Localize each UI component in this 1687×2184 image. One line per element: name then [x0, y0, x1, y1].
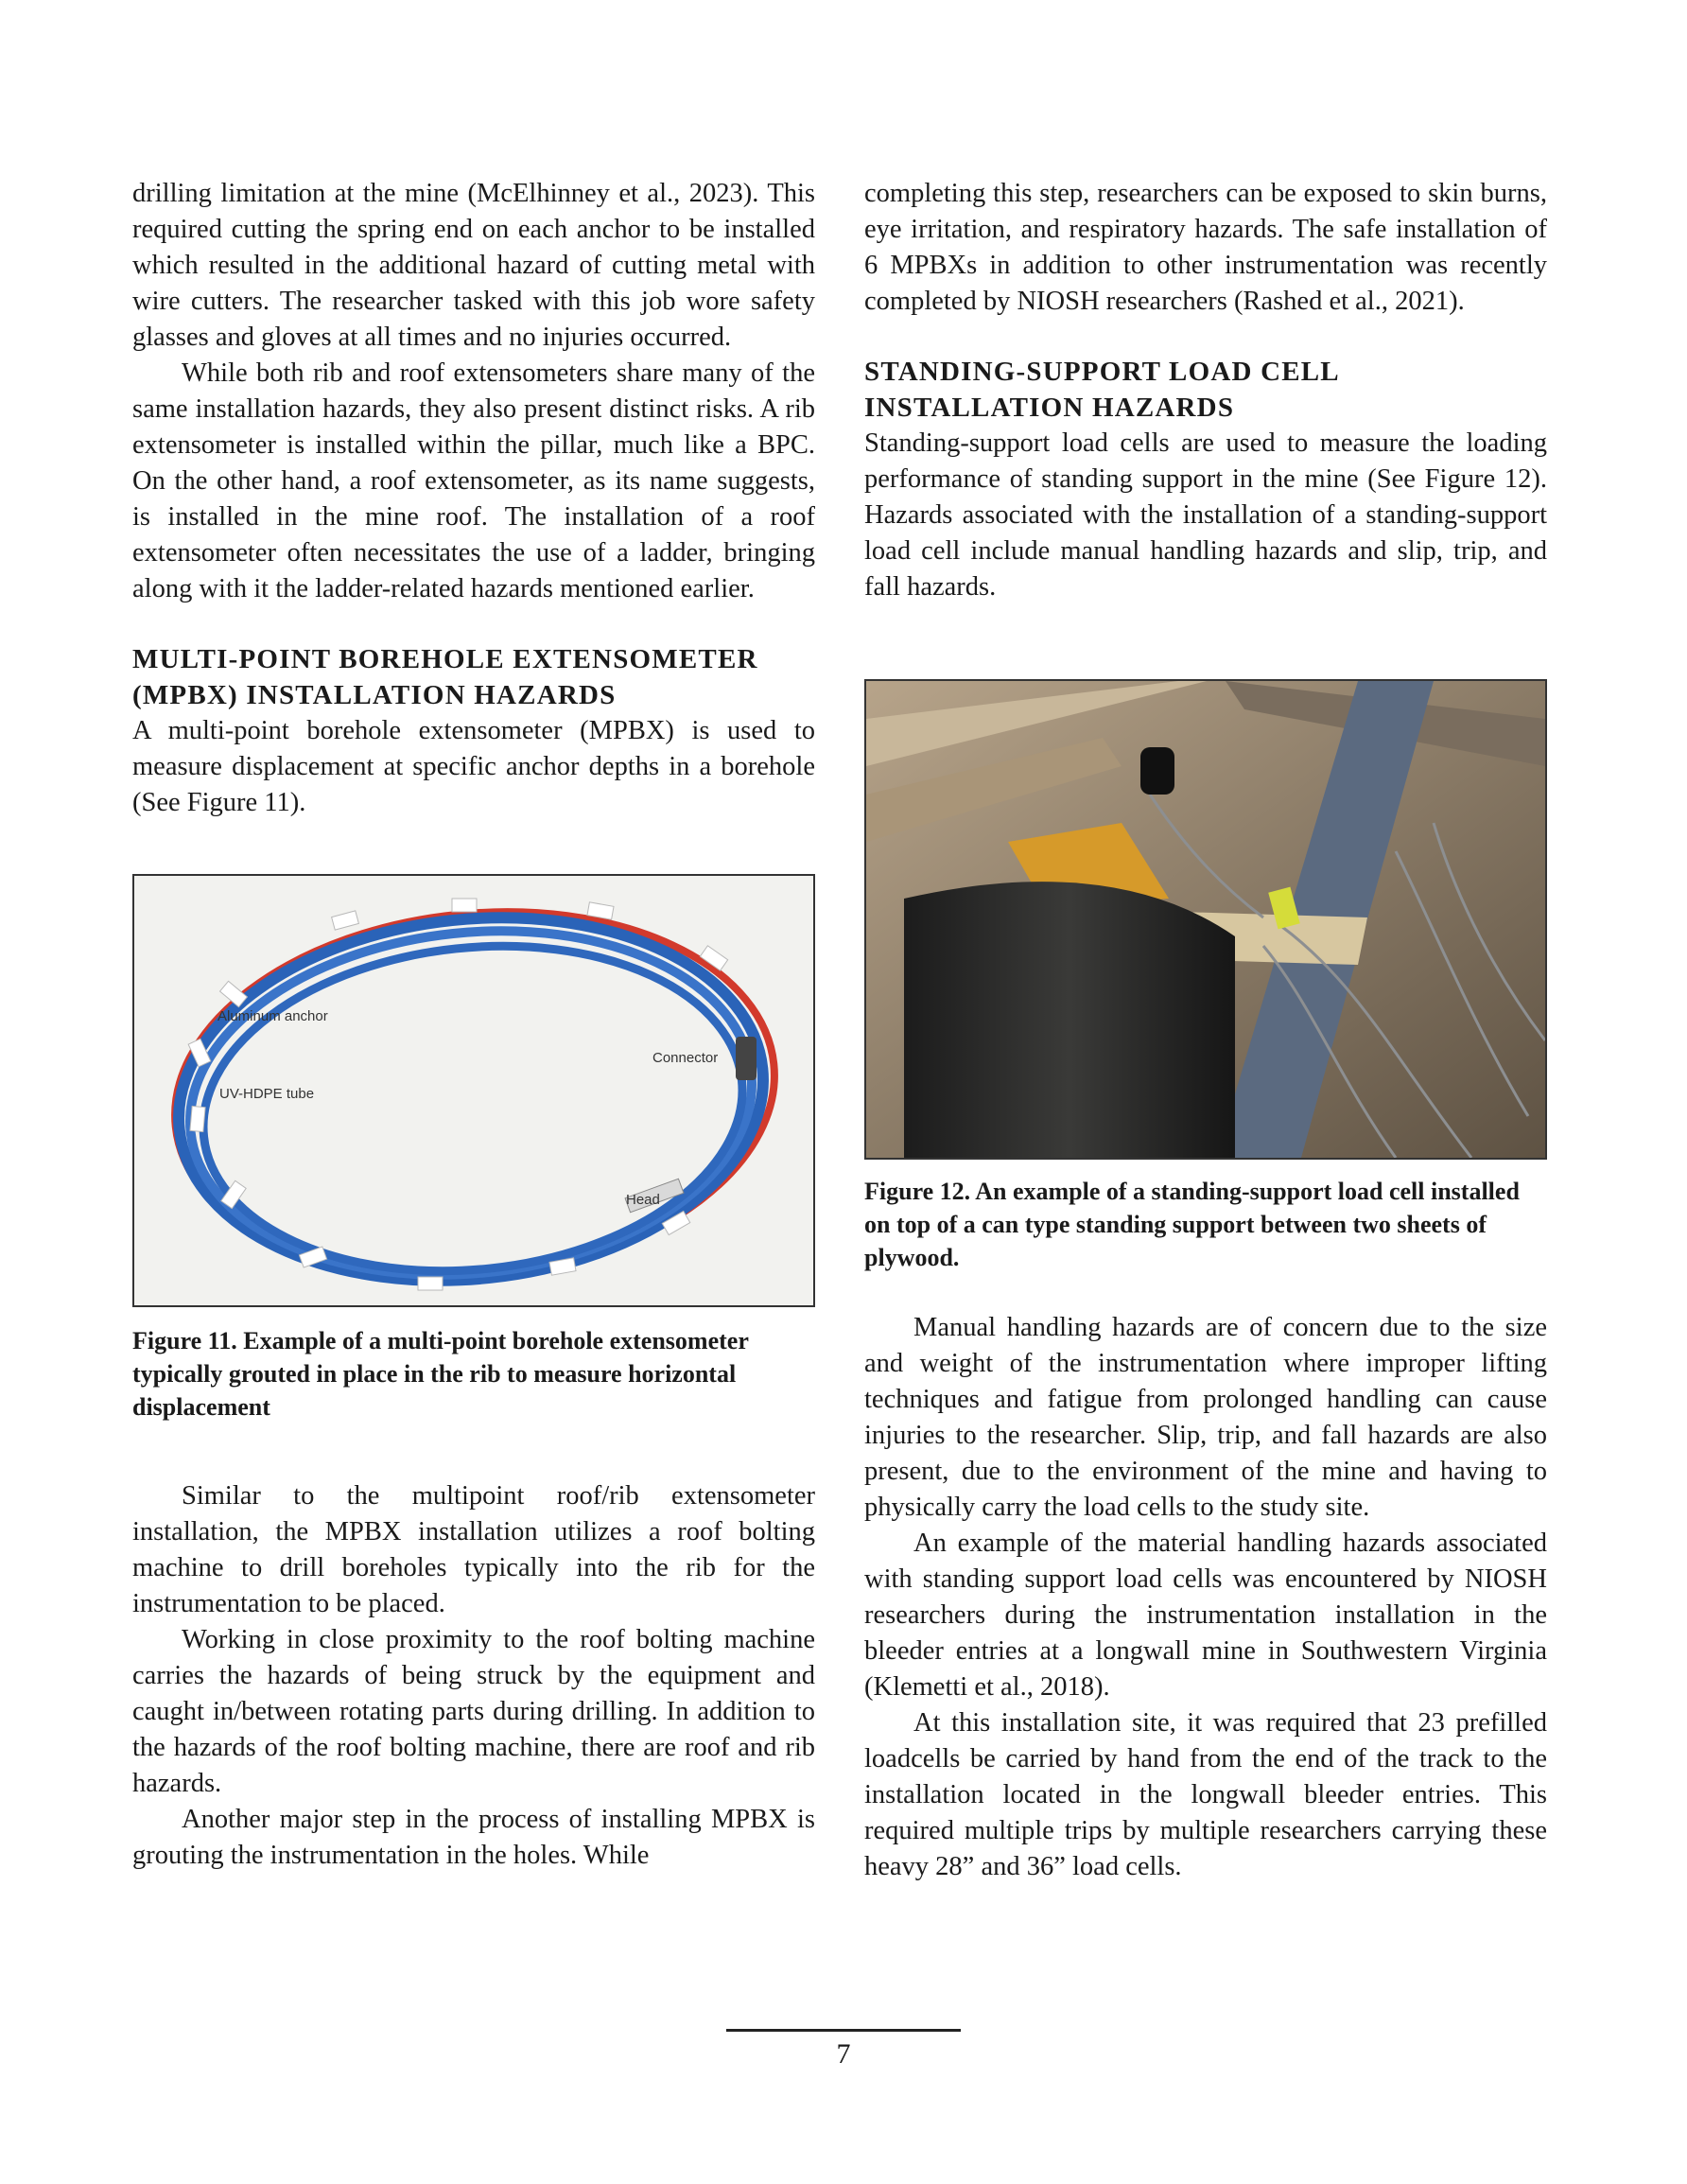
figure-11-image — [132, 874, 815, 1307]
paragraph: An example of the material handling hazards associated with standing support load cells was encountered by NIOSH researchers during the instrumentation installation in the bleeder entries at a longwall mine in Southwestern Virginia (Klemetti et al., 2018). — [864, 1529, 1547, 1702]
paragraph: Standing-support load cells are used to measure the loading performance of standing support in the mine (See Figure 12). Hazards associated with the installation of a standing-support load cell include manual handling hazards and slip, trip, and fall hazards. — [864, 428, 1547, 602]
figure-12-caption: Figure 12. An example of a standing-support load cell installed on top of a can type standing support between two sheets of plywood. — [864, 1178, 1520, 1271]
figure-11-caption: Figure 11. Example of a multi-point borehole extensometer typically grouted in place in the rib to measure horizontal displacement — [132, 1327, 749, 1421]
right-column — [864, 176, 1547, 1885]
figure-label-aluminum-anchor: Aluminum anchor — [217, 1008, 328, 1024]
figure-12-image — [864, 679, 1547, 1160]
load-cell-photo-illustration — [866, 681, 1545, 1158]
heading-line: (MPBX) INSTALLATION HAZARDS — [132, 680, 617, 710]
heading-line: INSTALLATION HAZARDS — [864, 393, 1235, 423]
section-heading-load-cell — [864, 354, 1547, 426]
paragraph: At this installation site, it was required that 23 prefilled loadcells be carried by hand from the end of the track to the installation located in the longwall bleeder entries. This required multiple trips by multiple researchers carrying these heavy 28” and 36” load cells. — [864, 1708, 1547, 1881]
paragraph: A multi-point borehole extensometer (MPBX) is used to measure displacement at specific anchor depths in a borehole (See Figure 11). — [132, 716, 815, 817]
paragraph: While both rib and roof extensometers share many of the same installation hazards, they also present distinct risks. A rib extensometer is installed within the pillar, much like a BPC. On the other hand, a roof extensometer, as its name suggests, is installed in the mine roof. The installation of a roof extensometer often necessitates the use of a ladder, bringing along with it the ladder-related hazards mentioned earlier. — [132, 358, 815, 603]
paragraph: drilling limitation at the mine (McElhinney et al., 2023). This required cutting the spring end on each anchor to be installed which resulted in the additional hazard of cutting metal with wire cutters. The researcher tasked with this job wore safety glasses and gloves at all times and no injuries occurred. — [132, 179, 815, 352]
figure-label-head: Head — [626, 1192, 660, 1208]
footer-rule — [726, 2029, 961, 2032]
heading-line: STANDING-SUPPORT LOAD CELL — [864, 357, 1340, 387]
paragraph: Working in close proximity to the roof bolting machine carries the hazards of being struck by the equipment and caught in/between rotating parts during drilling. In addition to the hazards of the roof bolting machine, there are roof and rib hazards. — [132, 1625, 815, 1798]
page-number: 7 — [836, 2038, 851, 2070]
section-heading-mpbx — [132, 641, 815, 713]
left-column — [132, 176, 815, 1874]
heading-line: MULTI-POINT BOREHOLE EXTENSOMETER — [132, 644, 758, 674]
paragraph: completing this step, researchers can be exposed to skin burns, eye irritation, and respiratory hazards. The safe installation of 6 MPBXs in addition to other instrumentation was recently completed by NIOSH researchers (Rashed et al., 2021). — [864, 179, 1547, 316]
paragraph: Manual handling hazards are of concern due to the size and weight of the instrumentation where improper lifting techniques and fatigue from prolonged handling can cause injuries to the researcher. Slip, trip, and fall hazards are also present, due to the environment of the mine and having to physically carry the load cells to the study site. — [864, 1313, 1547, 1522]
paragraph: Similar to the multipoint roof/rib extensometer installation, the MPBX installation utilizes a roof bolting machine to drill boreholes typically into the rib for the instrumentation to be placed. — [132, 1481, 815, 1618]
figure-label-uv-hdpe-tube: UV-HDPE tube — [219, 1086, 315, 1102]
paragraph: Another major step in the process of installing MPBX is grouting the instrumentation in the holes. While — [132, 1805, 815, 1870]
figure-label-connector: Connector — [652, 1050, 719, 1066]
